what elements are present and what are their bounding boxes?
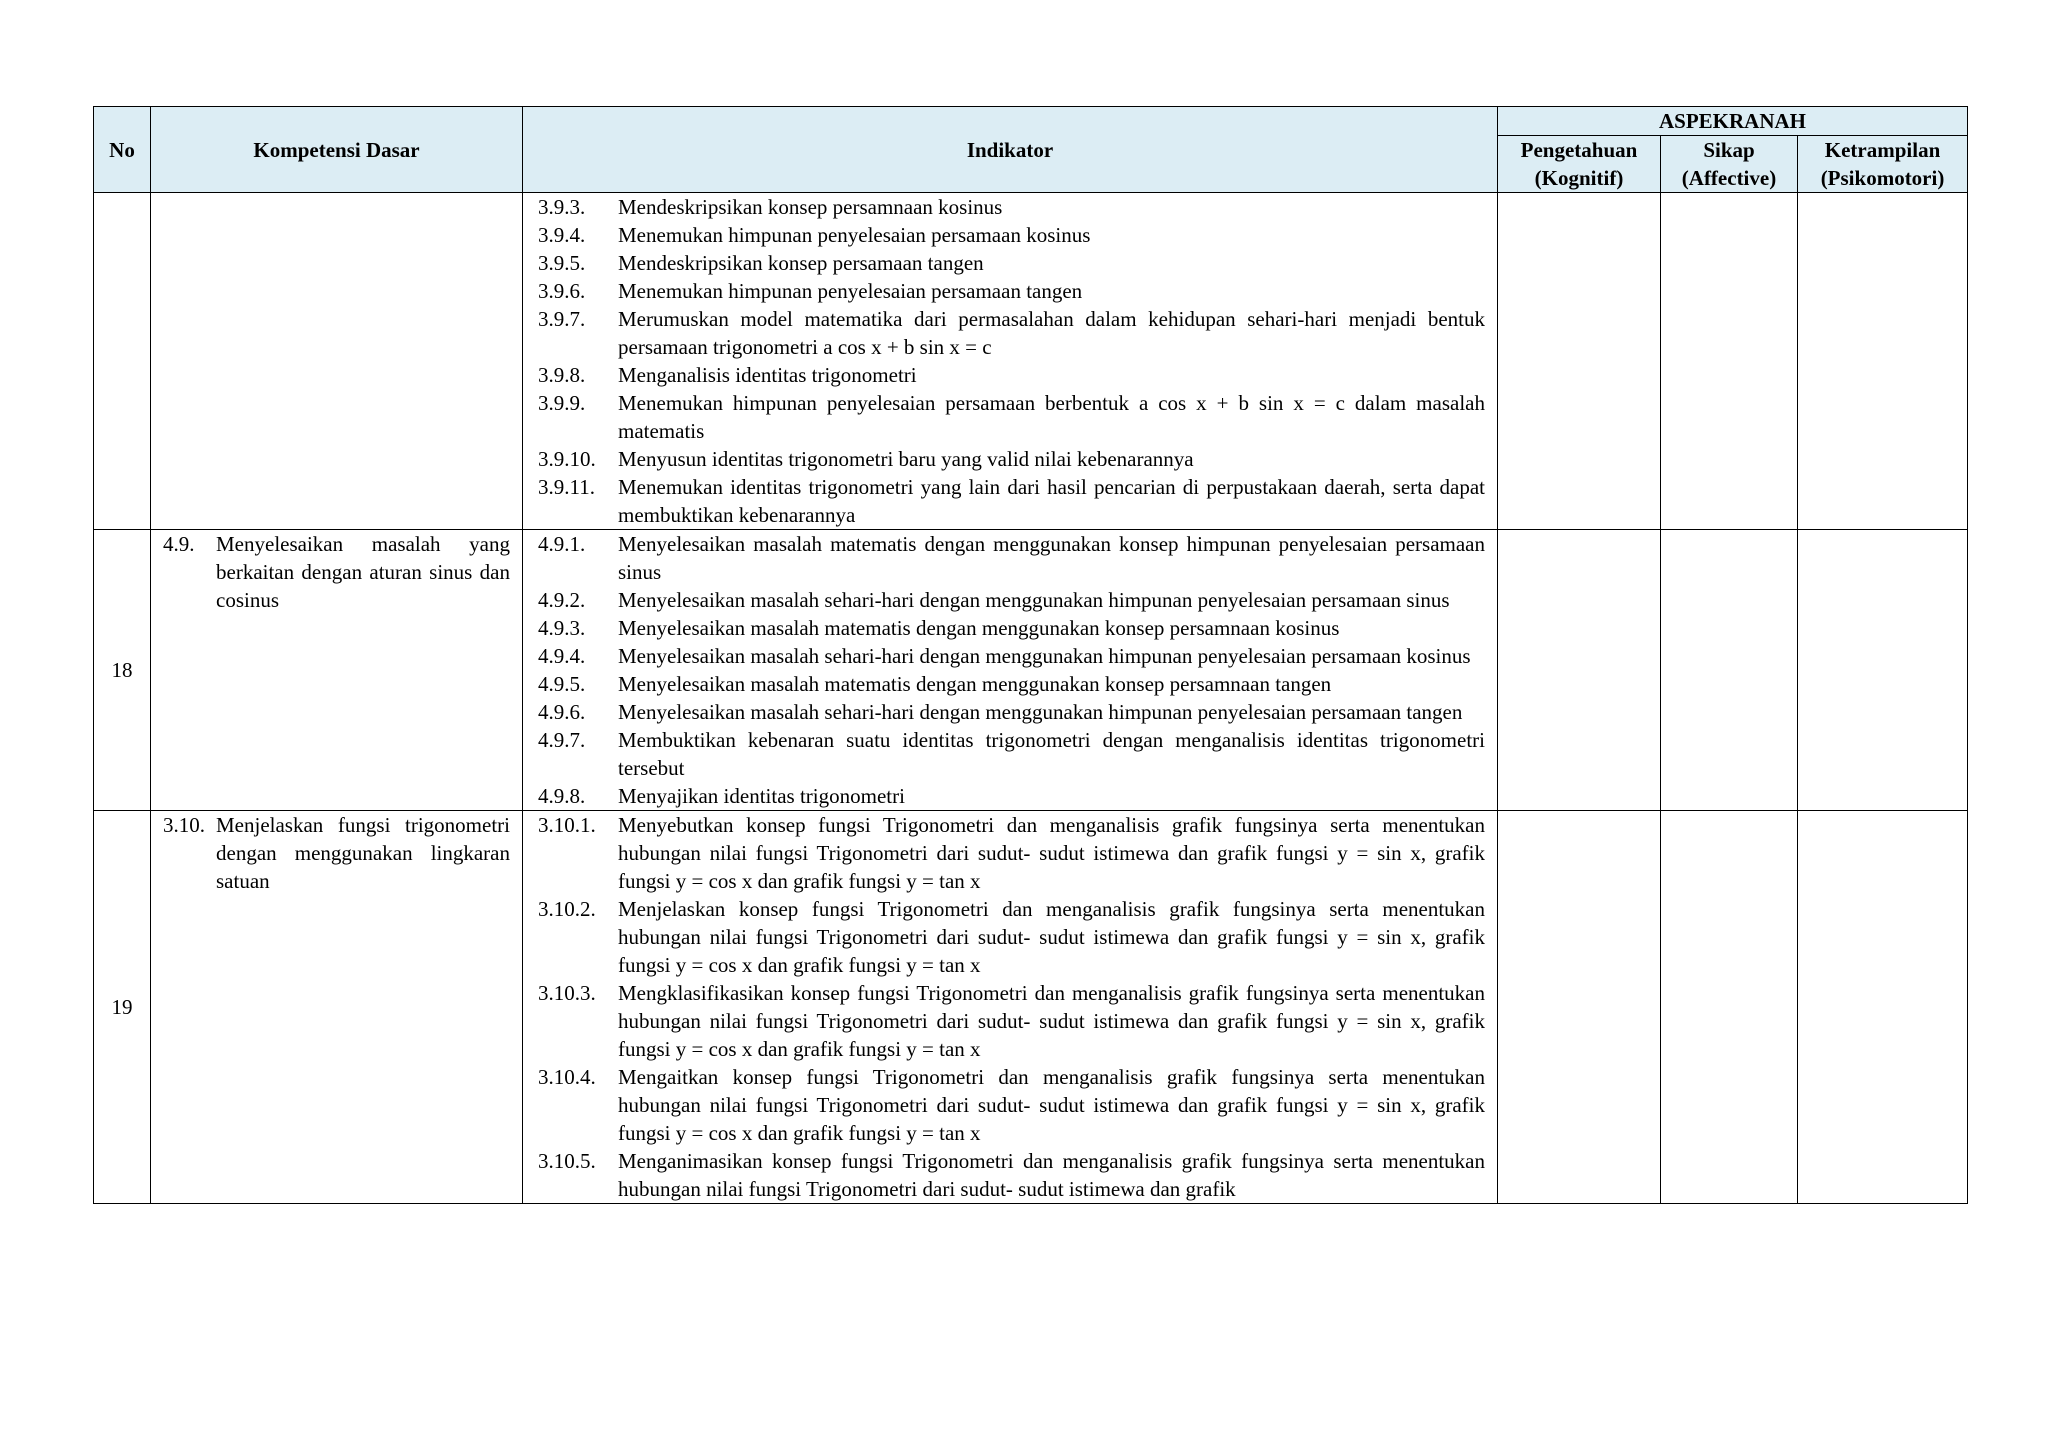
- indikator-number: 3.9.8.: [538, 363, 586, 387]
- indikator-item: [538, 361, 1485, 389]
- indikator-item: [538, 670, 1485, 698]
- pengetahuan-cell: [1498, 811, 1661, 1204]
- indikator-text: Membuktikan kebenaran suatu identitas trigonometri dengan menganalisis identitas trigonometri tersebut: [618, 728, 1485, 780]
- indikator-number: 4.9.4.: [538, 644, 586, 668]
- indikator-text: Menemukan identitas trigonometri yang lain dari hasil pencarian di perpustakaan daerah, serta dapat membuktikan kebenarannya: [618, 475, 1485, 527]
- indikator-number: 3.9.10.: [538, 447, 596, 471]
- indikator-item: [538, 530, 1485, 586]
- indikator-item: [538, 698, 1485, 726]
- indikator-item: [538, 249, 1485, 277]
- row-number: 19: [94, 811, 151, 1204]
- kd-number: 4.9.: [163, 532, 195, 556]
- kd-text: Menyelesaikan masalah yang berkaitan dengan aturan sinus dan cosinus: [216, 532, 510, 612]
- header-no: No: [94, 107, 151, 193]
- sikap-cell: [1661, 530, 1798, 811]
- indikator-text: Menyusun identitas trigonometri baru yang valid nilai kebenarannya: [618, 447, 1194, 471]
- header-sikap: Sikap (Affective): [1661, 136, 1798, 193]
- competency-table: [93, 106, 1968, 1204]
- indikator-item: [538, 389, 1485, 445]
- indikator-list: [523, 193, 1497, 529]
- indikator-item: [538, 642, 1485, 670]
- indikator-item: [538, 221, 1485, 249]
- header-aspek-ranah: ASPEKRANAH: [1498, 107, 1968, 136]
- indikator-number: 3.10.4.: [538, 1065, 596, 1089]
- indikator-list: [523, 811, 1497, 1203]
- sikap-cell: [1661, 193, 1798, 530]
- header-ketrampilan: Ketrampilan (Psikomotori): [1798, 136, 1968, 193]
- table-header: [94, 107, 1968, 193]
- indikator-text: Mengaitkan konsep fungsi Trigonometri dan menganalisis grafik fungsinya serta menentukan hubungan nilai fungsi Trigonometri dari sudut- sudut istimewa dan grafik fungsi y = sin x, grafik fungsi y = cos x dan grafik fungsi y = tan x: [618, 1065, 1485, 1145]
- indikator-text: Menyajikan identitas trigonometri: [618, 784, 905, 808]
- indikator-item: [538, 811, 1485, 895]
- indikator-text: Menemukan himpunan penyelesaian persamaan tangen: [618, 279, 1083, 303]
- indikator-item: [538, 445, 1485, 473]
- table-row: [94, 530, 1968, 811]
- indikator-text: Mendeskripsikan konsep persamaan tangen: [618, 251, 984, 275]
- indikator-number: 3.10.1.: [538, 813, 596, 837]
- indikator-number: 4.9.7.: [538, 728, 586, 752]
- header-indikator: Indikator: [523, 107, 1498, 193]
- indikator-number: 3.9.5.: [538, 251, 586, 275]
- ketrampilan-cell: [1798, 811, 1968, 1204]
- indikator-number: 4.9.6.: [538, 700, 586, 724]
- ketrampilan-cell: [1798, 530, 1968, 811]
- row-number: [94, 193, 151, 530]
- indikator-item: [538, 586, 1485, 614]
- indikator-text: Menyelesaikan masalah sehari-hari dengan menggunakan himpunan penyelesaian persamaan sinus: [618, 588, 1450, 612]
- indikator-text: Menganalisis identitas trigonometri: [618, 363, 917, 387]
- header-kompetensi-dasar: Kompetensi Dasar: [151, 107, 523, 193]
- kompetensi-dasar: [151, 811, 522, 895]
- kompetensi-dasar-cell: [151, 811, 523, 1204]
- indikator-text: Menemukan himpunan penyelesaian persamaan kosinus: [618, 223, 1091, 247]
- row-number: 18: [94, 530, 151, 811]
- indikator-text: Menemukan himpunan penyelesaian persamaan berbentuk a cos x + b sin x = c dalam masalah matematis: [618, 391, 1485, 443]
- indikator-text: Menyelesaikan masalah matematis dengan menggunakan konsep himpunan penyelesaian persamaan sinus: [618, 532, 1485, 584]
- indikator-text: Menyelesaikan masalah sehari-hari dengan menggunakan himpunan penyelesaian persamaan tangen: [618, 700, 1463, 724]
- indikator-number: 3.10.5.: [538, 1149, 596, 1173]
- kompetensi-dasar: [151, 530, 522, 614]
- indikator-number: 3.9.9.: [538, 391, 586, 415]
- indikator-item: [538, 193, 1485, 221]
- indikator-item: [538, 277, 1485, 305]
- kd-text: Menjelaskan fungsi trigonometri dengan menggunakan lingkaran satuan: [216, 813, 510, 893]
- indikator-number: 3.9.11.: [538, 475, 595, 499]
- indikator-cell: [523, 530, 1498, 811]
- indikator-number: 4.9.5.: [538, 672, 586, 696]
- indikator-text: Menyelesaikan masalah matematis dengan menggunakan konsep persamnaan kosinus: [618, 616, 1340, 640]
- kompetensi-dasar-cell: [151, 193, 523, 530]
- indikator-number: 4.9.3.: [538, 616, 586, 640]
- header-pengetahuan: Pengetahuan (Kognitif): [1498, 136, 1661, 193]
- kd-number: 3.10.: [163, 813, 205, 837]
- indikator-text: Menganimasikan konsep fungsi Trigonometri dan menganalisis grafik fungsinya serta menentukan hubungan nilai fungsi Trigonometri dari sudut- sudut istimewa dan grafik: [618, 1149, 1485, 1201]
- indikator-text: Menyelesaikan masalah matematis dengan menggunakan konsep persamnaan tangen: [618, 672, 1332, 696]
- indikator-item: [538, 473, 1485, 529]
- indikator-number: 3.9.6.: [538, 279, 586, 303]
- indikator-item: [538, 1147, 1485, 1203]
- indikator-text: Merumuskan model matematika dari permasalahan dalam kehidupan sehari-hari menjadi bentuk persamaan trigonometri a cos x + b sin x = c: [618, 307, 1485, 359]
- indikator-number: 4.9.1.: [538, 532, 586, 556]
- indikator-cell: [523, 811, 1498, 1204]
- indikator-text: Mengklasifikasikan konsep fungsi Trigonometri dan menganalisis grafik fungsinya serta menentukan hubungan nilai fungsi Trigonometri dari sudut- sudut istimewa dan grafik fungsi y = sin x, grafik fungsi y = cos x dan grafik fungsi y = tan x: [618, 981, 1485, 1061]
- indikator-cell: [523, 193, 1498, 530]
- indikator-text: Menjelaskan konsep fungsi Trigonometri dan menganalisis grafik fungsinya serta menentukan hubungan nilai fungsi Trigonometri dari sudut- sudut istimewa dan grafik fungsi y = sin x, grafik fungsi y = cos x dan grafik fungsi y = tan x: [618, 897, 1485, 977]
- indikator-item: [538, 979, 1485, 1063]
- sikap-cell: [1661, 811, 1798, 1204]
- indikator-list: [523, 530, 1497, 810]
- indikator-number: 3.9.4.: [538, 223, 586, 247]
- kompetensi-dasar-cell: [151, 530, 523, 811]
- table-row: [94, 811, 1968, 1204]
- indikator-item: [538, 305, 1485, 361]
- indikator-number: 4.9.8.: [538, 784, 586, 808]
- table-row: [94, 193, 1968, 530]
- indikator-item: [538, 726, 1485, 782]
- indikator-number: 4.9.2.: [538, 588, 586, 612]
- indikator-item: [538, 895, 1485, 979]
- indikator-item: [538, 614, 1485, 642]
- table-body: [94, 193, 1968, 1204]
- indikator-number: 3.10.3.: [538, 981, 596, 1005]
- indikator-text: Mendeskripsikan konsep persamnaan kosinus: [618, 195, 1003, 219]
- indikator-number: 3.9.7.: [538, 307, 586, 331]
- indikator-text: Menyebutkan konsep fungsi Trigonometri dan menganalisis grafik fungsinya serta menentukan hubungan nilai fungsi Trigonometri dari sudut- sudut istimewa dan grafik fungsi y = sin x, grafik fungsi y = cos x dan grafik fungsi y = tan x: [618, 813, 1485, 893]
- pengetahuan-cell: [1498, 193, 1661, 530]
- indikator-item: [538, 1063, 1485, 1147]
- indikator-number: 3.9.3.: [538, 195, 586, 219]
- indikator-text: Menyelesaikan masalah sehari-hari dengan menggunakan himpunan penyelesaian persamaan kosinus: [618, 644, 1471, 668]
- indikator-item: [538, 782, 1485, 810]
- indikator-number: 3.10.2.: [538, 897, 596, 921]
- ketrampilan-cell: [1798, 193, 1968, 530]
- pengetahuan-cell: [1498, 530, 1661, 811]
